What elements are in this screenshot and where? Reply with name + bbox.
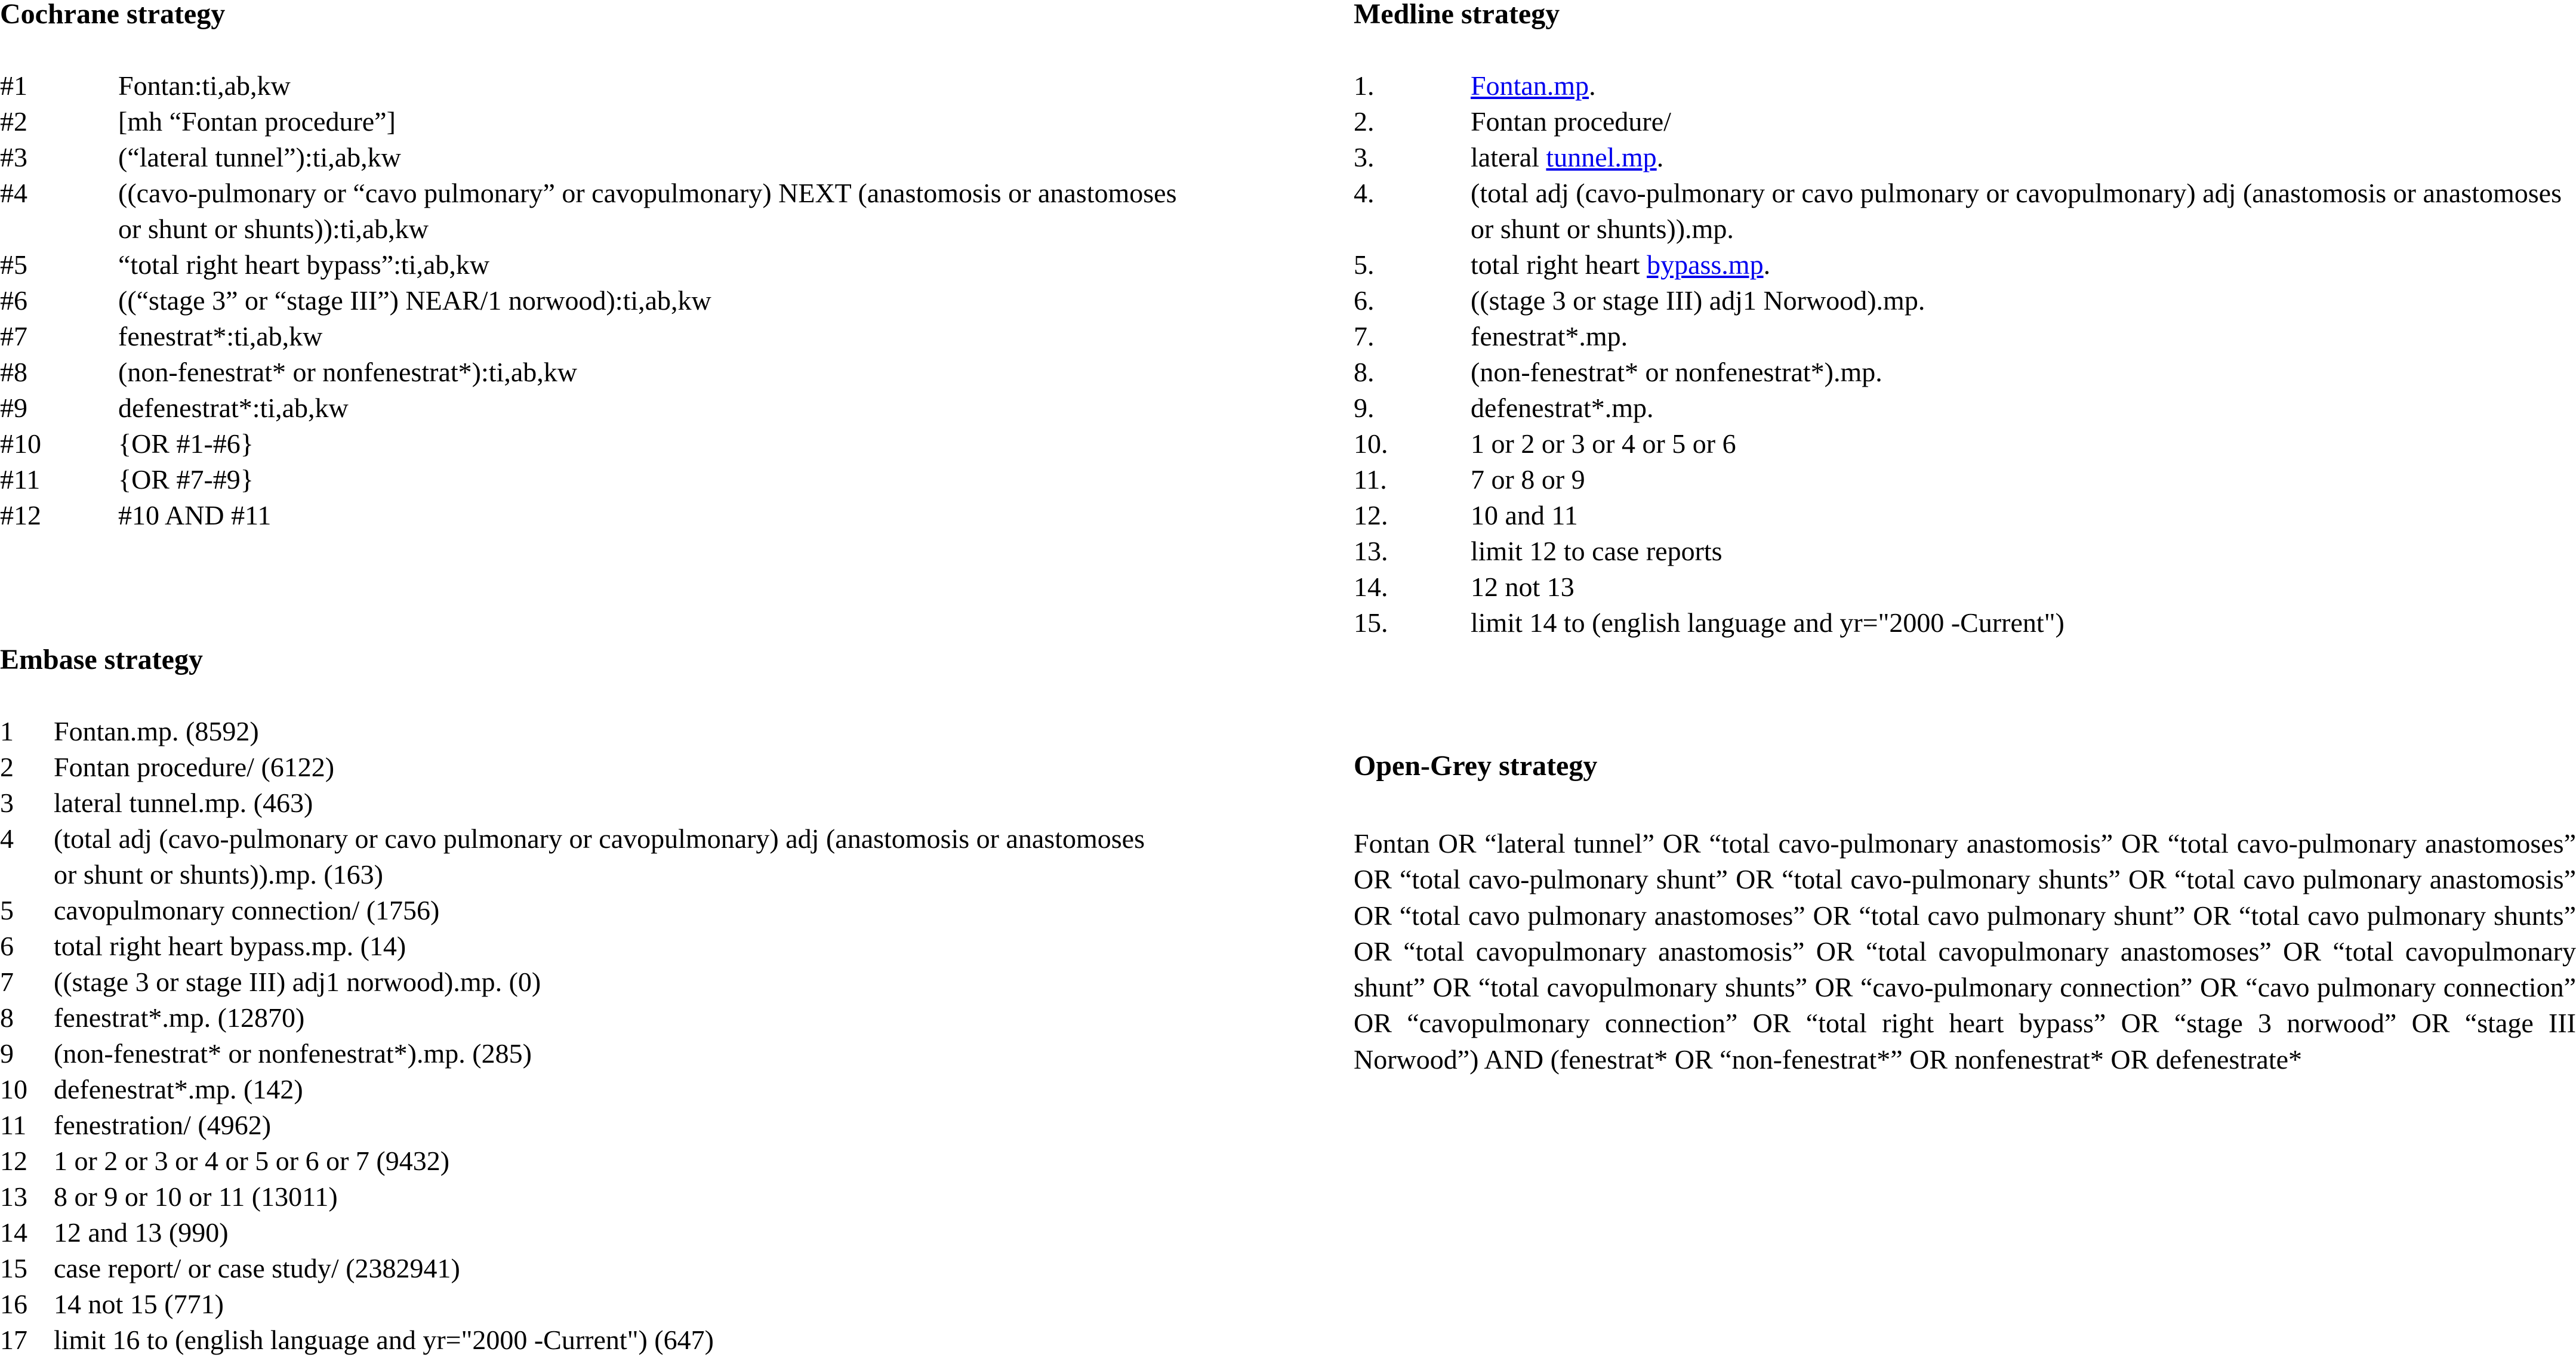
cochrane-item-text: “total right heart bypass”:ti,ab,kw [118, 249, 490, 280]
medline-item-number: 12. [1354, 500, 1388, 530]
cochrane-item-number: #12 [0, 500, 41, 530]
embase-list-item [0, 1107, 1253, 1143]
medline-item-text [1471, 68, 2569, 104]
cochrane-item-number: #10 [0, 428, 41, 459]
medline-item-plain-text: defenestrat*.mp. [1471, 393, 1654, 423]
medline-item-number: 4. [1354, 178, 1375, 208]
embase-item-text: fenestrat*.mp. (12870) [54, 1002, 305, 1033]
medline-item-suffix-text: . [1589, 70, 1596, 101]
embase-item-text: Fontan procedure/ (6122) [54, 752, 335, 782]
medline-list-item [1354, 533, 2576, 569]
embase-item-number: 14 [0, 1217, 27, 1248]
opengrey-query-text: Fontan OR “lateral tunnel” OR “total cavo-pulmonary anastomosis” OR “total cavo-pulmonary anastomoses” OR “total cavo-pulmonary shunt” OR “total cavo-pulmonary shunts” OR “total cavo pulmonary anastomosis” OR “total cavo pulmonary anastomoses” OR “total cavo pulmonary shunt” OR “total cavo pulmonary shunts” OR “total cavopulmonary anastomosis” OR “total cavopulmonary anastomoses” OR “total cavopulmonary shunt” OR “total cavopulmonary shunts” OR “cavo-pulmonary connection” OR “cavo pulmonary connection” OR “cavopulmonary connection” OR “total right heart bypass” OR “stage 3 norwood” OR “stage III Norwood”) AND (fenestrat* OR “non-fenestrat*” OR nonfenestrat* OR defenestrate* [1354, 828, 2576, 1075]
embase-list-item [0, 1143, 1253, 1179]
cochrane-list-item [0, 498, 1194, 533]
medline-item-text [1471, 319, 2569, 354]
medline-item-plain-text: (total adj (cavo-pulmonary or cavo pulmonary or cavopulmonary) adj (anastomosis or anastomoses or shunt or shunts)).mp. [1471, 178, 2562, 244]
medline-item-plain-text: (non-fenestrat* or nonfenestrat*).mp. [1471, 357, 1882, 387]
medline-item-suffix-text: . [1656, 142, 1664, 172]
embase-item-number: 2 [0, 752, 14, 782]
medline-item-link[interactable]: tunnel.mp [1546, 142, 1657, 172]
embase-item-text: 8 or 9 or 10 or 11 (13011) [54, 1181, 338, 1212]
cochrane-list-item [0, 426, 1194, 462]
opengrey-section [1354, 752, 2576, 1078]
medline-list-item [1354, 319, 2576, 354]
cochrane-item-text: ((“stage 3” or “stage III”) NEAR/1 norwood):ti,ab,kw [118, 285, 711, 316]
medline-item-plain-text: 1 or 2 or 3 or 4 or 5 or 6 [1471, 428, 1736, 459]
embase-item-text: (non-fenestrat* or nonfenestrat*).mp. (285) [54, 1038, 532, 1069]
embase-list-item [0, 785, 1253, 821]
medline-list-item [1354, 462, 2576, 498]
cochrane-item-number: #6 [0, 285, 27, 316]
medline-item-number: 7. [1354, 321, 1375, 351]
embase-item-text: 1 or 2 or 3 or 4 or 5 or 6 or 7 (9432) [54, 1146, 450, 1176]
medline-item-number: 15. [1354, 607, 1388, 638]
embase-list-item [0, 1215, 1253, 1251]
cochrane-list-item [0, 175, 1194, 247]
cochrane-list-item [0, 354, 1194, 390]
embase-list-item [0, 964, 1253, 1000]
medline-item-number: 14. [1354, 572, 1388, 602]
medline-item-plain-text: Fontan procedure/ [1471, 106, 1671, 137]
cochrane-item-text: {OR #1-#6} [118, 428, 254, 459]
embase-item-text: 12 and 13 (990) [54, 1217, 229, 1248]
medline-item-text [1471, 175, 2569, 247]
cochrane-item-number: #9 [0, 393, 27, 423]
opengrey-heading: Open-Grey strategy [1354, 750, 1598, 782]
medline-item-text [1471, 569, 2569, 605]
cochrane-item-number: #1 [0, 70, 27, 101]
embase-item-number: 6 [0, 931, 14, 961]
cochrane-item-number: #3 [0, 142, 27, 172]
embase-list-item [0, 1000, 1253, 1036]
medline-list-item [1354, 605, 2576, 641]
medline-item-number: 5. [1354, 249, 1375, 280]
medline-item-text [1471, 140, 2569, 175]
cochrane-item-text: fenestrat*:ti,ab,kw [118, 321, 323, 351]
medline-item-text [1471, 462, 2569, 498]
cochrane-list-item [0, 140, 1194, 175]
medline-item-text [1471, 533, 2569, 569]
embase-item-number: 16 [0, 1289, 27, 1319]
cochrane-item-text: defenestrat*:ti,ab,kw [118, 393, 349, 423]
embase-item-text: case report/ or case study/ (2382941) [54, 1253, 460, 1283]
embase-item-text: (total adj (cavo-pulmonary or cavo pulmonary or cavopulmonary) adj (anastomosis or anastomoses or shunt or shunts)).mp. (163) [54, 823, 1145, 890]
embase-list-item [0, 1322, 1253, 1358]
embase-list-item [0, 714, 1253, 749]
embase-list [0, 714, 1253, 1358]
medline-item-number: 13. [1354, 536, 1388, 566]
medline-list-item [1354, 569, 2576, 605]
embase-list-item [0, 893, 1253, 928]
cochrane-item-text: Fontan:ti,ab,kw [118, 70, 291, 101]
medline-item-number: 1. [1354, 70, 1375, 101]
embase-item-number: 5 [0, 895, 14, 925]
embase-list-item [0, 1251, 1253, 1286]
embase-item-text: total right heart bypass.mp. (14) [54, 931, 406, 961]
medline-item-plain-text: limit 14 to (english language and yr="2000 -Current") [1471, 607, 2065, 638]
medline-item-plain-text: ((stage 3 or stage III) adj1 Norwood).mp. [1471, 285, 1925, 316]
medline-item-text [1471, 498, 2569, 533]
medline-item-plain-text: fenestrat*.mp. [1471, 321, 1628, 351]
cochrane-item-number: #11 [0, 464, 41, 495]
cochrane-item-number: #2 [0, 106, 27, 137]
medline-list-item [1354, 498, 2576, 533]
embase-item-number: 9 [0, 1038, 14, 1069]
medline-item-text [1471, 390, 2569, 426]
embase-list-item [0, 1072, 1253, 1107]
embase-item-number: 15 [0, 1253, 27, 1283]
embase-item-text: fenestration/ (4962) [54, 1110, 272, 1140]
medline-list-item [1354, 175, 2576, 247]
medline-list-item [1354, 283, 2576, 319]
cochrane-list-item [0, 283, 1194, 319]
medline-item-text [1471, 605, 2569, 641]
embase-item-number: 3 [0, 788, 14, 818]
cochrane-list-item [0, 104, 1194, 140]
medline-item-plain-text: 10 and 11 [1471, 500, 1578, 530]
medline-item-text [1471, 354, 2569, 390]
embase-item-text: Fontan.mp. (8592) [54, 716, 259, 746]
embase-item-number: 4 [0, 823, 14, 854]
medline-item-plain-text: 12 not 13 [1471, 572, 1574, 602]
embase-section [0, 646, 1253, 1358]
medline-item-text [1471, 283, 2569, 319]
cochrane-list-item [0, 68, 1194, 104]
embase-item-text: limit 16 to (english language and yr="2000 -Current") (647) [54, 1325, 714, 1355]
medline-item-plain-text: limit 12 to case reports [1471, 536, 1723, 566]
medline-item-number: 8. [1354, 357, 1375, 387]
cochrane-heading: Cochrane strategy [0, 0, 226, 30]
cochrane-item-text: {OR #7-#9} [118, 464, 254, 495]
embase-item-number: 12 [0, 1146, 27, 1176]
embase-item-number: 13 [0, 1181, 27, 1212]
medline-list-item [1354, 354, 2576, 390]
embase-item-number: 10 [0, 1074, 27, 1104]
cochrane-item-number: #4 [0, 178, 27, 208]
medline-list-item [1354, 426, 2576, 462]
embase-list-item [0, 1179, 1253, 1215]
medline-item-number: 3. [1354, 142, 1375, 172]
medline-list-item [1354, 104, 2576, 140]
embase-item-number: 8 [0, 1002, 14, 1033]
embase-item-text: ((stage 3 or stage III) adj1 norwood).mp. (0) [54, 967, 541, 997]
cochrane-list-item [0, 319, 1194, 354]
embase-item-number: 1 [0, 716, 14, 746]
cochrane-item-text: [mh “Fontan procedure”] [118, 106, 396, 137]
embase-item-text: defenestrat*.mp. (142) [54, 1074, 303, 1104]
cochrane-item-number: #7 [0, 321, 27, 351]
embase-list-item [0, 821, 1253, 893]
medline-heading: Medline strategy [1354, 0, 1560, 30]
medline-item-plain-text: total right heart [1471, 249, 1647, 280]
medline-item-plain-text: lateral [1471, 142, 1546, 172]
medline-item-text [1471, 247, 2569, 283]
medline-item-number: 2. [1354, 106, 1375, 137]
cochrane-item-text: ((cavo-pulmonary or “cavo pulmonary” or cavopulmonary) NEXT (anastomosis or anastomoses or shunt or shunts)):ti,ab,kw [118, 178, 1177, 244]
medline-item-suffix-text: . [1763, 249, 1771, 280]
medline-item-link[interactable]: bypass.mp [1647, 249, 1764, 280]
medline-item-number: 11. [1354, 464, 1387, 495]
medline-item-text [1471, 104, 2569, 140]
embase-list-item [0, 928, 1253, 964]
cochrane-item-text: (“lateral tunnel”):ti,ab,kw [118, 142, 401, 172]
medline-list-item [1354, 68, 2576, 104]
embase-item-number: 17 [0, 1325, 27, 1355]
medline-item-number: 10. [1354, 428, 1388, 459]
embase-list-item [0, 749, 1253, 785]
medline-item-link[interactable]: Fontan.mp [1471, 70, 1589, 101]
medline-list-item [1354, 390, 2576, 426]
cochrane-list-item [0, 462, 1194, 498]
cochrane-list-item [0, 390, 1194, 426]
embase-item-number: 7 [0, 967, 14, 997]
embase-list-item [0, 1036, 1253, 1072]
cochrane-item-text: #10 AND #11 [118, 500, 272, 530]
cochrane-item-text: (non-fenestrat* or nonfenestrat*):ti,ab,kw [118, 357, 577, 387]
medline-list [1354, 68, 2576, 641]
embase-item-text: 14 not 15 (771) [54, 1289, 224, 1319]
cochrane-section [0, 0, 1194, 533]
medline-list-item [1354, 140, 2576, 175]
embase-item-text: lateral tunnel.mp. (463) [54, 788, 313, 818]
embase-item-text: cavopulmonary connection/ (1756) [54, 895, 440, 925]
medline-list-item [1354, 247, 2576, 283]
embase-list-item [0, 1286, 1253, 1322]
embase-heading: Embase strategy [0, 644, 203, 675]
cochrane-list-item [0, 247, 1194, 283]
medline-item-number: 9. [1354, 393, 1375, 423]
cochrane-item-number: #5 [0, 249, 27, 280]
medline-item-plain-text: 7 or 8 or 9 [1471, 464, 1585, 495]
embase-item-number: 11 [0, 1110, 27, 1140]
medline-item-number: 6. [1354, 285, 1375, 316]
cochrane-item-number: #8 [0, 357, 27, 387]
medline-item-text [1471, 426, 2569, 462]
cochrane-list [0, 68, 1194, 533]
medline-section [1354, 0, 2576, 641]
